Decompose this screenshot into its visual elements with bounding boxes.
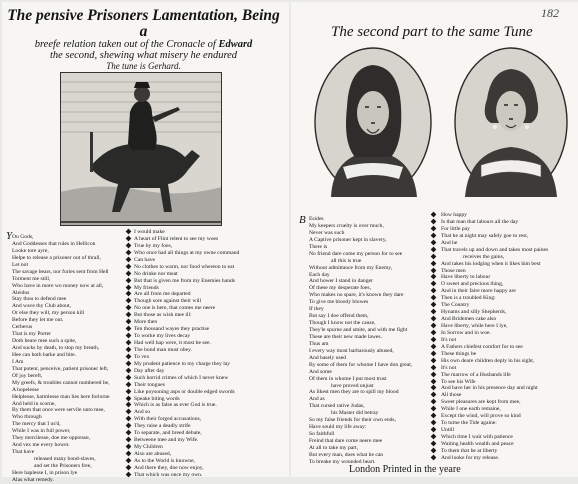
verse-column-2 [441,212,548,462]
verse-line: Speake biting words [134,395,180,402]
verse-line: Betweene mee and my Wife. [134,437,199,444]
verse-line: To breake my wounded heart. [309,458,376,465]
fleuron-ornament [431,441,437,447]
verse-line: To them that be at liberty [441,447,498,454]
second-part-title: The second part to the same Tune [331,24,533,40]
verse-line: Without admittance from my Enemy, [309,264,393,271]
verse-line: Like poysoning asps or double edged swords [134,388,235,395]
imprint-line: London Printed in the yeare [349,464,461,475]
fleuron-ornament [431,212,437,218]
verse-line: No one is here, that comes me neere [134,305,216,312]
queen-portrait-image [451,47,571,197]
verse-line: Aleidus [12,289,30,296]
left-page [2,2,289,483]
fleuron-ornament [431,420,437,426]
fleuron-ornament [126,465,132,471]
verse-line: I would make [134,229,165,235]
verse-column-1 [12,234,110,484]
verse-line: Who makes no spare, it's known they dare [309,292,404,299]
fleuron-ornament [126,340,132,346]
verse-line: Freind that dare come neere mee [309,438,383,444]
fleuron-ornament [431,399,437,405]
fleuron-ornament [431,330,437,336]
fleuron-ornament [431,316,437,322]
verse-line: True by my foes, [134,242,173,249]
fleuron-ornament [126,430,132,436]
verse-line: And have her in his presence day and night [441,385,538,392]
verse-line: Let not [12,261,29,268]
fleuron-ornament [126,243,132,249]
fleuron-ornament [126,416,132,422]
fleuron-ornament [431,371,437,377]
verse-line: have proved unjust [331,382,374,389]
king-portrait-image [313,47,433,197]
verse-line: That cursed rative Judas, [309,403,365,410]
verse-line: If they [309,306,324,313]
fleuron-ornament [126,270,132,276]
fleuron-ornament [431,385,437,391]
fleuron-ornament [126,354,132,360]
verse-line: So faithfull [309,431,335,438]
verse-line: With their forged accusations, [134,416,202,423]
fleuron-ornament [126,312,132,318]
verse-line: Untill [441,427,455,434]
verse-line: Who have in more wo money now at all, [12,282,104,289]
verse-line: Esides [309,216,324,222]
verse-line: all this is true [331,257,362,264]
verse-line: No clothes to warm, nor food whereon to eat [134,263,235,270]
verse-line: The marrow of a Husbands life [441,371,511,378]
verse-line: Looke tore ayre, [12,247,49,254]
verse-line: The mercy that I us'd, [12,421,61,428]
verse-line: Day after day [134,367,165,374]
fleuron-ornament [126,333,132,339]
verse-line: Also are abused, [134,451,172,457]
verse-line: Of joy bereft, [12,372,43,379]
verse-line: In Sorrow and in woe. [441,329,491,336]
verse-line: It's not [441,336,457,343]
fleuron-ornament [126,236,132,242]
verse-line: A heart of Flint relent to see my woes [134,235,219,242]
verse-line: Have sould my life away: [309,424,367,431]
verse-line: More then [134,319,158,326]
fleuron-ornament [431,232,437,238]
equestrian-woodcut-image [60,72,222,226]
verse-line: No friend dare come my person for to see [309,250,403,257]
fleuron-ornament [431,309,437,315]
fleuron-ornament [126,319,132,325]
verse-line: And vex me every hower. [12,442,70,449]
fleuron-ornament [126,305,132,311]
verse-line: Sweet pleasures are kept from mee, [441,399,521,406]
verse-line: And as [309,396,325,403]
verse-line: His own deare children deply in his sight, [441,357,535,364]
verse-line: Torment me still, [12,275,51,282]
verse-line: At all to take my part, [309,444,359,451]
verse-line: And he [441,239,458,246]
verse-line: Helpe to release a prisoner out of thrall, [12,254,101,261]
fleuron-ornament [431,413,437,419]
verse-line: Ou Gods, [12,234,34,240]
verse-line: My Children [134,444,163,451]
fleuron-ornament [126,437,132,443]
verse-line: That is my Porter [12,331,51,338]
fleuron-ornament [126,381,132,387]
drop-cap: B [299,214,306,226]
verse-line: Thus am [309,340,329,347]
verse-line: Which time I wait with patience [441,434,513,440]
verse-line: Can have [134,256,155,263]
verse-line: And so [134,409,151,416]
verse-line: Who through [12,414,42,421]
verse-line: Each day [309,271,330,278]
fleuron-ornament [126,367,132,373]
fleuron-ornament [126,471,132,477]
verse-line: By them that once were servile unto mee, [12,407,105,414]
verse-line: Which is as false as ever God is true. [134,402,217,409]
tune-line: The tune is Gerhard. [106,61,181,71]
title-line-1: The pensive Prisoners Lamentation, Being a [7,7,280,40]
verse-line: Those men [441,267,466,274]
verse-line: But every man, does what he can [309,451,384,458]
verse-line: And basely used [309,354,346,361]
fleuron-ornament [431,427,437,433]
fleuron-ornament [126,263,132,269]
verse-line: That travels up and down and takes most paines [441,246,549,253]
verse-line: Of these my desperate foes, [309,285,371,292]
verse-line: Hynams and silly Shepherds, [441,309,507,316]
fleuron-ornament [126,423,132,429]
verse-line: Alas what remedy. [12,476,54,483]
verse-line: But say I doe offend them, [309,313,369,320]
verse-line: The Country [441,302,470,309]
verse-line: To worke my lives decay [134,333,191,340]
title-line-2: breefe relation taken out of the Cronacle of Edward [34,39,253,50]
verse-line: receives the gains, [463,253,505,260]
fleuron-ornament [431,364,437,370]
verse-line: It's not [441,364,457,371]
verse-line: Is that man that labours all the day [441,218,519,225]
verse-line: To vex [134,353,150,360]
verse-line: And held in scorne, [12,400,56,407]
fleuron-ornament [126,249,132,255]
fleuron-ornament [431,226,437,232]
verse-line: How happy [441,212,467,218]
fleuron-separator [431,212,437,462]
fleuron-ornament [126,326,132,332]
verse-line: Stay thou to defend mee [12,296,67,303]
verse-line: By some of them for whome I have don great, [309,361,413,368]
fleuron-ornament [431,434,437,440]
verse-line: To separate, and breed debate, [134,430,202,437]
verse-line: Waiting health wealth and peace [441,440,514,447]
verse-line: Though sore against their will [134,298,202,305]
verse-line: Have liberty to labour [441,274,491,281]
fleuron-ornament [126,360,132,366]
fleuron-ornament [431,378,437,384]
verse-line: And some [309,368,332,375]
verse-line: The bond man must obey. [134,346,192,353]
verse-line: As likest men they are to spill my blood [309,389,399,396]
fleuron-ornament [431,267,437,273]
fleuron-ornament [431,350,437,356]
verse-line: The savage bears, nor furies sent from Hell [12,268,109,275]
title-line-3: the second, shewing what misery he endured [49,49,238,61]
fleuron-ornament [431,295,437,301]
verse-line: A Fathers chiefest comfort for to see [441,343,523,350]
fleuron-ornament [431,454,437,460]
fleuron-ornament [126,298,132,304]
verse-line: and set the Prisoners free, [34,462,92,469]
verse-line: Ten thousand wayes they practise [134,326,210,333]
verse-line: That he at night may safely goe to rest, [441,232,529,239]
fleuron-ornament [431,274,437,280]
verse-line: A Captive prisoner kept in slavery, [309,236,387,243]
fleuron-ornament [431,260,437,266]
fleuron-ornament [126,347,132,353]
verse-line: My prudent patience to my charge they lay [134,360,231,367]
drop-cap: Y [6,230,13,242]
verse-line: These things be [441,350,477,357]
verse-line: My greefs, & troubles cannot numbered be, [12,379,110,386]
verse-line: And looke for my release. [441,454,500,461]
verse-line: Helplesse, harmlesse man lies here forlorne [12,393,110,400]
fleuron-ornament [431,357,437,363]
fleuron-ornament [431,343,437,349]
fleuron-ornament [431,219,437,225]
verse-line: Such horrid crimes of which I never knew [134,374,229,381]
verse-line: I every way most barbarously abused, [309,347,394,354]
ballad-title [6,8,281,71]
fleuron-ornament [126,402,132,408]
fleuron-ornament [431,253,437,259]
verse-line: released many bond-slaves, [34,456,96,462]
fleuron-ornament [126,277,132,283]
fleuron-ornament [431,448,437,454]
verse-line: Here haplesse I, in prison lye [12,469,78,476]
verse-line: Who once had all things at my owne command [134,249,240,256]
verse-line: Except the wind, will prove so kind [441,413,521,420]
verse-line: Before they let me out. [12,317,64,324]
fleuron-ornament [431,288,437,294]
verse-line: And hower I stand in danger [309,278,373,285]
verse-line: But that is given me from my Enemies hands [134,277,235,284]
verse-line: And wave thy Club about, [12,303,71,310]
fleuron-ornament [431,406,437,412]
verse-column-2 [134,229,239,479]
verse-line: That have [12,449,35,456]
verse-line: Cerberus [12,324,33,331]
verse-line: Their tongues [134,381,165,388]
verse-line: Then is a troubled King: [441,295,496,302]
fleuron-ornament [126,284,132,290]
fleuron-separator [126,229,132,479]
fleuron-ornament [126,409,132,415]
verse-line: That potent, penceive, patient prisoner left, [12,365,109,372]
verse-line: So my false friends for their own ends, [309,417,396,424]
verse-line: Doth beare mee such a spite, [12,338,77,345]
fleuron-ornament [126,374,132,380]
verse-line: My keepers cruelty is over much, [309,222,384,229]
verse-line: his Master did betray [331,410,379,417]
fleuron-ornament [126,388,132,394]
verse-line: Are all from me departed [134,291,191,298]
verse-line: These are their new made lawes. [309,333,382,340]
verse-line: All those [441,392,462,399]
verse-line: While I one earth remaine, [441,406,501,413]
fleuron-ornament [126,458,132,464]
verse-line: There is [309,243,328,250]
fleuron-ornament [126,444,132,450]
verse-line: Of them in whome I put most trust [309,375,387,382]
verse-line: Hee can both barke and bite. [12,351,76,358]
verse-line: They raise a deadly strife [134,423,191,430]
verse-line: And takes his lodging when it likes him best [441,260,541,267]
fleuron-ornament [126,395,132,401]
verse-line: While I was in full power, [12,428,71,435]
verse-line: To give me bloody blowes [309,299,369,306]
verse-line: Had well hap were, it must be see. [134,340,211,346]
verse-line: To turne the Tide againe: [441,420,497,427]
verse-line: That which was once my own. [134,471,203,478]
verse-line: They'le spurne and smite, and with me fight [309,327,408,333]
verse-line: Have liberty, while here I lye, [441,323,508,329]
verse-line: As to the World is knowne, [134,457,195,464]
fleuron-ornament [431,323,437,329]
verse-line: My friends [134,284,159,291]
fleuron-ornament [126,256,132,262]
verse-line: Though I know not the cause, [309,320,376,327]
verse-line: And Bridemen cake also [441,316,497,323]
verse-line: And sucks by death, to stop my breath, [12,345,100,351]
verse-line: But those as wish mee ill: [134,312,192,319]
verse-line: For little pay [441,225,470,232]
fleuron-ornament [431,239,437,245]
verse-column-1 [309,216,412,466]
verse-line: They mercilesse, doe me oppresse, [12,435,90,442]
verse-line: To see his Wife [441,378,476,385]
verse-line: O sweet and precious thing, [441,281,504,288]
page-number: 182 [541,6,559,20]
fleuron-ornament [431,337,437,343]
fleuron-ornament [431,392,437,398]
fleuron-ornament [126,291,132,297]
fleuron-ornament [431,302,437,308]
fleuron-ornament [126,229,132,235]
fleuron-ornament [126,451,132,457]
verse-line: A hopelesse [12,386,39,393]
right-page [291,2,578,477]
verse-line: I Am [12,358,24,365]
fleuron-ornament [431,246,437,252]
verse-line: And in their faire more happy are [441,288,516,295]
verse-line: No drinke nor meat [134,270,178,277]
fleuron-ornament [431,281,437,287]
verse-line: And there they, doe now enjoy, [134,464,204,471]
verse-line: Or else they will, my person kill [12,310,85,317]
verse-line: And Goddesses that rules in Hellicon [12,240,96,247]
verse-line: Never was such [309,229,345,236]
